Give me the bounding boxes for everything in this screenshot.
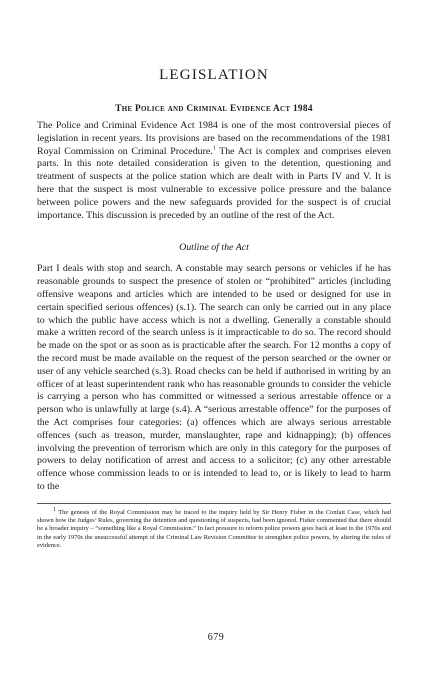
intro-paragraph xyxy=(37,120,391,222)
footnote-divider xyxy=(37,503,391,504)
page-number: 679 xyxy=(207,632,225,643)
intro-text: The Police and Criminal Evidence Act 1984 is one of the most controversial pieces of legislation in recent years. Its provisions are based on the recommendations of the 1981 Royal Commission on Criminal Procedure. xyxy=(37,120,391,157)
intro-text-continued: The Act is complex and comprises eleven parts. In this note detailed consideration is given to the detention, questioning and treatment of suspects at the police station which are dealt with in Parts IV and V. It is here that the suspect is most vulnerable to excessive police pressure and the balance between police powers and the new safeguards provided for the suspect is of crucial importance. This discussion is preceded by an outline of the rest of the Act. xyxy=(37,145,391,221)
act-title: The Police and Criminal Evidence Act 1984 xyxy=(115,104,313,114)
footnote-number: 1 xyxy=(53,506,56,513)
outline-heading: Outline of the Act xyxy=(179,242,249,254)
section-heading: LEGISLATION xyxy=(159,67,269,83)
footnote-reference[interactable]: 1 xyxy=(212,145,216,152)
footnote xyxy=(37,506,391,550)
page-content xyxy=(37,66,391,550)
outline-paragraph: Part I deals with stop and search. A constable may search persons or vehicles if he has reasonable grounds to suspect the presence of stolen or “prohibited” articles (including offensive weapons and articles which are intended to be used or designed for use in certain specified serious offences) (s.1). The search can only be carried out in any place to which the public have access which is not a dwelling. Generally a constable should make a written record of the search unless is it impracticable to do so. The record should be made on the spot or as soon as is practicable after the search. For 12 months a copy of the record must be made available on the request of the person searched or the owner or user of any vehicle searched (s.3). Road checks can be held if authorised in writing by an officer of at least superintendent rank who has reasonable grounds to consider the vehicle is carrying a person who has committed or witnessed a serious arrestable offence or a person who is unlawfully at large (s.4). A “serious arrestable offence” for the purposes of the Act comprises four categories: (a) offences which are always serious arrestable offences (such as treason, murder, manslaughter, rape and kidnapping); (b) offences involving the prevention of terrorism which are only in this category for the purposes of powers to delay notification of arrest and access to a solicitor; (c) any other arrestable offence whose commission leads to or is intended to lead to, or is likely to lead to harm to the xyxy=(37,263,391,492)
footnote-text: The genesis of the Royal Commission may be traced to the inquiry held by Sir Henry Fisher in the Confait Case, which had shown how the Judges’ Rules, governing the detention and questioning of suspects, had been ignored. Fisher commented that there should be a broader inquiry – “something like a Royal Commission.” In fact pressure to reform police powers goes back at least to the 1970s and in the early 1970s the unsuccessful attempt of the Criminal Law Revision Committee to strengthen police powers, by altering the rules of evidence. xyxy=(37,508,391,549)
